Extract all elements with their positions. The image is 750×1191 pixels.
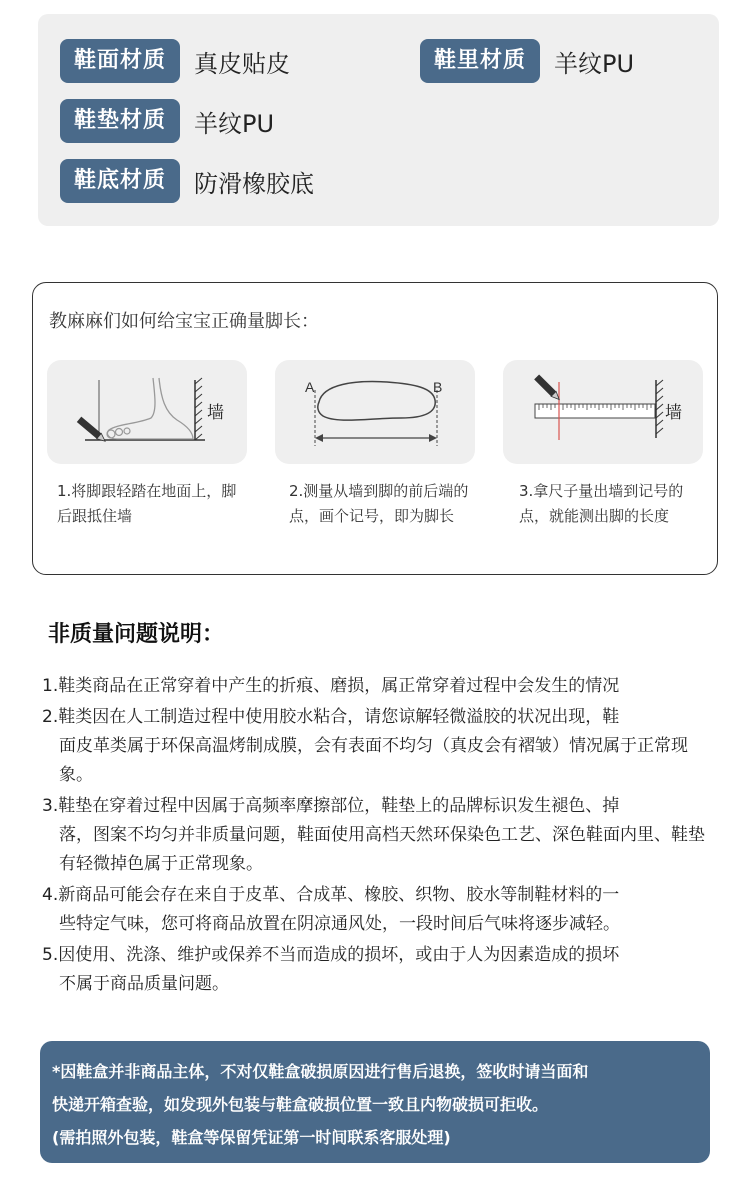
material-upper-value: 真皮贴皮 xyxy=(194,49,291,78)
material-insole-label: 鞋垫材质 xyxy=(60,99,180,143)
step-2-text: 2.测量从墙到脚的前后端的点，画个记号，即为脚长 xyxy=(289,482,469,525)
material-sole-label: 鞋底材质 xyxy=(60,159,180,203)
material-upper-label: 鞋面材质 xyxy=(60,39,180,83)
notice-line-2: 快递开箱查验，如发现外包装与鞋盒破损位置一致且内物破损可拒收。 xyxy=(52,1095,549,1114)
step-3-illustration xyxy=(503,360,703,464)
notice-line-3: (需拍照外包装，鞋盒等保留凭证第一时间联系客服处理) xyxy=(52,1128,451,1147)
material-lining-label: 鞋里材质 xyxy=(420,39,540,83)
step-1-text: 1.将脚跟轻踏在地面上，脚后跟抵住墙 xyxy=(57,482,237,525)
wall-label-1: 墙 xyxy=(207,403,224,422)
material-lining-value: 羊纹PU xyxy=(554,49,635,78)
materials-panel xyxy=(38,14,719,226)
non-quality-list xyxy=(42,672,718,1001)
measure-guide xyxy=(32,282,718,575)
material-insole-value: 羊纹PU xyxy=(194,109,275,138)
guide-title: 教麻麻们如何给宝宝正确量脚长： xyxy=(49,311,319,332)
non-quality-item-5: 5.因使用、洗涤、维护或保养不当而造成的损坏，或由于人为因素造成的损坏 不属于商品质量问题。 xyxy=(42,945,620,994)
wall-label-3: 墙 xyxy=(665,403,682,422)
material-insole xyxy=(60,99,274,143)
foot-against-wall-icon xyxy=(47,360,247,464)
material-sole xyxy=(60,159,314,203)
non-quality-item-3: 3.鞋垫在穿着过程中因属于高频率摩擦部位，鞋垫上的品牌标识发生褪色、掉 落，图案不均匀并非质量问题，鞋面使用高档天然环保染色工艺、深色鞋面内里、鞋垫有轻微掉色属于正常现象。 xyxy=(42,796,705,874)
notice-line-1: *因鞋盒并非商品主体，不对仅鞋盒破损原因进行售后退换，签收时请当面和 xyxy=(52,1062,589,1081)
point-b-label: B xyxy=(433,379,443,395)
non-quality-item-4: 4.新商品可能会存在来自于皮革、合成革、橡胶、织物、胶水等制鞋材料的一 些特定气味，您可将商品放置在阴凉通风处，一段时间后气味将逐步减轻。 xyxy=(42,885,620,934)
material-sole-value: 防滑橡胶底 xyxy=(194,169,315,198)
non-quality-heading: 非质量问题说明： xyxy=(48,622,225,647)
step-3-text: 3.拿尺子量出墙到记号的点，就能测出脚的长度 xyxy=(519,482,684,525)
material-lining xyxy=(420,39,634,83)
non-quality-item-2: 2.鞋类因在人工制造过程中使用胶水粘合，请您谅解轻微溢胶的状况出现，鞋 面皮革类属于环保高温烤制成膜，会有表面不均匀（真皮会有褶皱）情况属于正常现象。 xyxy=(42,707,688,785)
step-1-illustration xyxy=(47,360,247,464)
non-quality-item-1: 1.鞋类商品在正常穿着中产生的折痕、磨损，属正常穿着过程中会发生的情况 xyxy=(42,676,620,696)
shoebox-notice xyxy=(40,1041,710,1163)
footprint-measure-icon xyxy=(275,360,475,464)
point-a-label: A xyxy=(305,379,315,395)
material-upper xyxy=(60,39,290,83)
ruler-measure-icon xyxy=(503,360,703,464)
step-2-illustration xyxy=(275,360,475,464)
